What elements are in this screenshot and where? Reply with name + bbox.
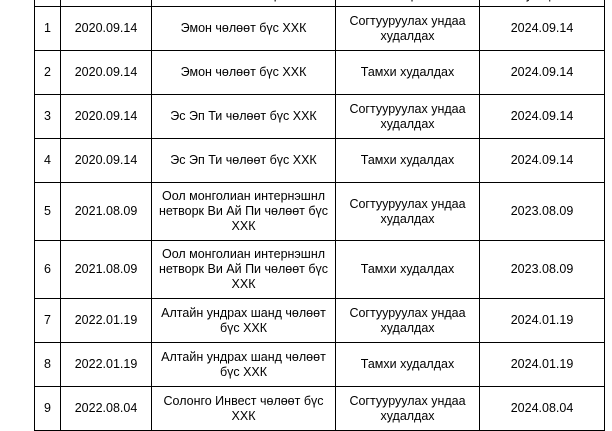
table-row: [35, 241, 605, 299]
company-name: Оол монголиан интернэшнл нетворк Ви Ай Пи чөлөөт бүс ХХК: [152, 241, 336, 299]
issue-date: 2020.09.14: [61, 95, 152, 139]
valid-until: 2024.09.14: [480, 95, 605, 139]
license-activity: Согтууруулах ундаа худалдах: [336, 7, 480, 51]
valid-until: 2024.08.04: [480, 387, 605, 431]
company-name: Алтайн ундрах шанд чөлөөт бүс ХХК: [152, 299, 336, 343]
license-activity: Тамхи худалдах: [336, 139, 480, 183]
table-row: [35, 51, 605, 95]
row-number: 4: [35, 139, 61, 183]
issue-date: 2020.09.14: [61, 139, 152, 183]
valid-until: 2023.08.09: [480, 183, 605, 241]
company-name: Солонго Инвест чөлөөт бүс ХХК: [152, 387, 336, 431]
issue-date: 2021.08.09: [61, 183, 152, 241]
valid-until: 2024.09.14: [480, 7, 605, 51]
license-activity: Тамхи худалдах: [336, 241, 480, 299]
license-activity: Тамхи худалдах: [336, 51, 480, 95]
row-number: 3: [35, 95, 61, 139]
issue-date: 2020.09.14: [61, 7, 152, 51]
row-number: 9: [35, 387, 61, 431]
issue-date: 2022.01.19: [61, 299, 152, 343]
license-activity: Согтууруулах ундаа худалдах: [336, 95, 480, 139]
valid-until: 2024.01.19: [480, 299, 605, 343]
row-number: 8: [35, 343, 61, 387]
license-activity: Согтууруулах ундаа худалдах: [336, 387, 480, 431]
license-activity: Согтууруулах ундаа худалдах: [336, 299, 480, 343]
company-name: Эс Эп Ти чөлөөт бүс ХХК: [152, 139, 336, 183]
valid-until: 2023.08.09: [480, 241, 605, 299]
company-name: Эмон чөлөөт бүс ХХК: [152, 51, 336, 95]
table-row: [35, 7, 605, 51]
license-activity: Тамхи худалдах: [336, 343, 480, 387]
table-row: [35, 183, 605, 241]
valid-until: 2024.09.14: [480, 139, 605, 183]
company-name: Эмон чөлөөт бүс ХХК: [152, 7, 336, 51]
table-row: [35, 299, 605, 343]
issue-date: 2021.08.09: [61, 241, 152, 299]
row-number: 6: [35, 241, 61, 299]
valid-until: 2024.01.19: [480, 343, 605, 387]
table-row: [35, 95, 605, 139]
issue-date: 2022.01.19: [61, 343, 152, 387]
row-number: 5: [35, 183, 61, 241]
license-table: [34, 0, 605, 431]
row-number: 7: [35, 299, 61, 343]
table-row: [35, 387, 605, 431]
company-name: Алтайн ундрах шанд чөлөөт бүс ХХК: [152, 343, 336, 387]
row-number: 2: [35, 51, 61, 95]
company-name: Эс Эп Ти чөлөөт бүс ХХК: [152, 95, 336, 139]
license-activity: Согтууруулах ундаа худалдах: [336, 183, 480, 241]
company-name: Оол монголиан интернэшнл нетворк Ви Ай Пи чөлөөт бүс ХХК: [152, 183, 336, 241]
table-row: [35, 139, 605, 183]
row-number: 1: [35, 7, 61, 51]
issue-date: 2022.08.04: [61, 387, 152, 431]
table-row: [35, 343, 605, 387]
valid-until: 2024.09.14: [480, 51, 605, 95]
issue-date: 2020.09.14: [61, 51, 152, 95]
